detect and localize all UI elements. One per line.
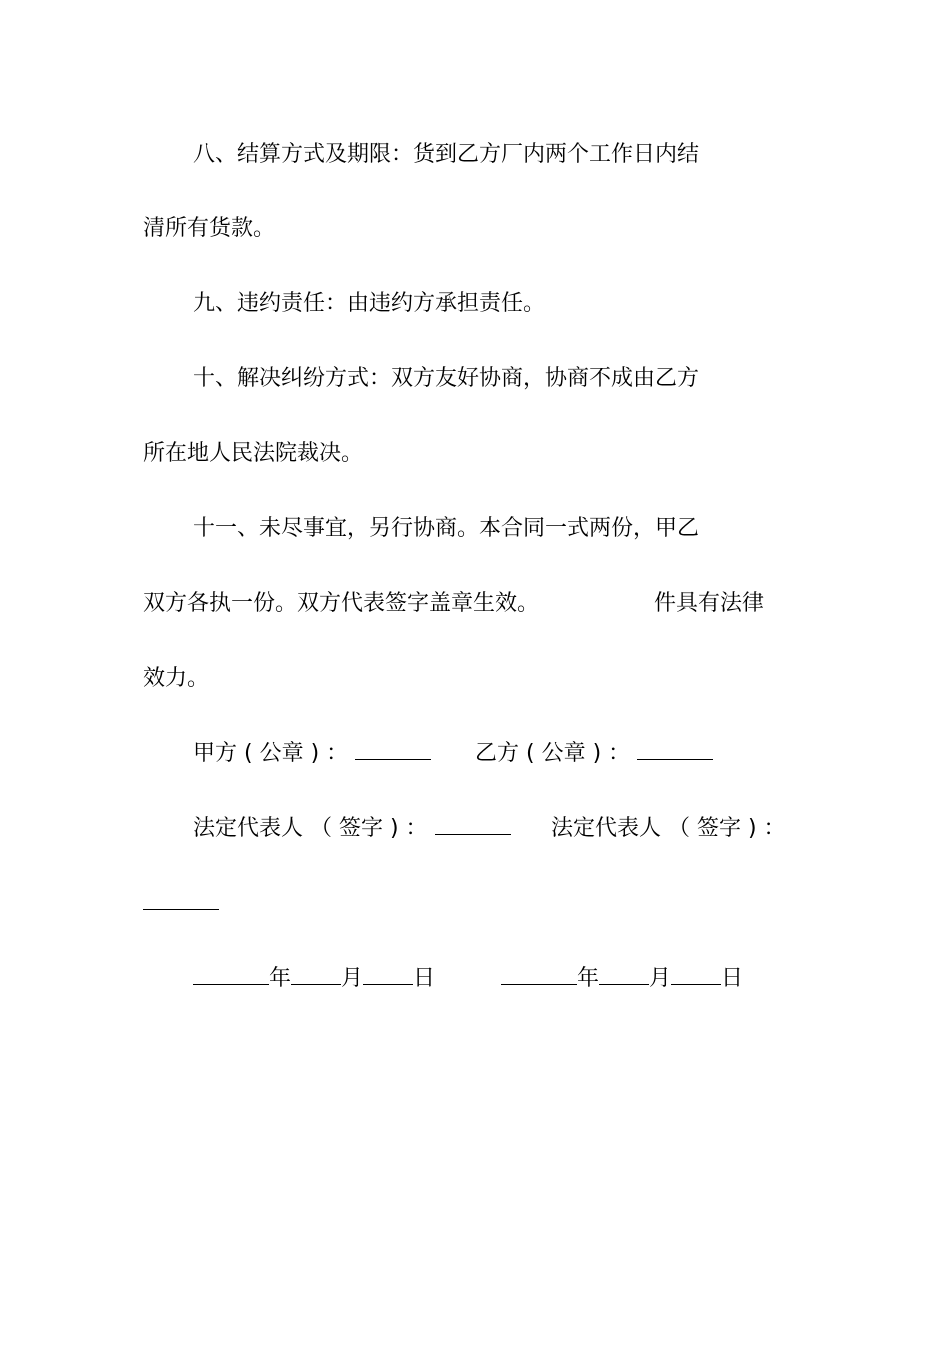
party-a-year-label: 年 [269, 966, 292, 991]
party-a-rep-blank [435, 814, 511, 835]
party-a-year-blank [193, 964, 269, 985]
party-b-day-blank [671, 964, 721, 985]
party-b-year-blank [501, 964, 577, 985]
party-b-year-label: 年 [577, 966, 600, 991]
party-b-month-label: 月 [649, 966, 672, 991]
clause-11-line-3: 效力。 [143, 666, 210, 691]
party-a-day-blank [363, 964, 413, 985]
clause-10-line-1: 十、解决纠纷方式：双方友好协商，协商不成由乙方 [193, 366, 700, 391]
party-a-month-label: 月 [341, 966, 364, 991]
party-b-rep-blank-line [143, 889, 219, 919]
clause-8-line-1: 八、结算方式及期限：货到乙方厂内两个工作日内结 [193, 142, 700, 167]
representative-row [193, 814, 793, 844]
party-b-seal [475, 739, 713, 769]
party-a-seal-label: 甲方 ( 公章 ) ： [193, 741, 349, 766]
party-b-rep-blank [143, 889, 219, 910]
clause-11-line-2-text: 双方各执一份。双方代表签字盖章生效。 [143, 591, 540, 616]
clause-11-line-2-tail: 件具有法律 [654, 591, 765, 616]
party-b-seal-label: 乙方 ( 公章 ) ： [475, 741, 631, 766]
clause-11-line-2 [143, 589, 783, 619]
party-a-seal-blank [355, 739, 431, 760]
party-b-seal-blank [637, 739, 713, 760]
clause-9: 九、违约责任：由违约方承担责任。 [193, 291, 546, 316]
seal-row [193, 739, 753, 769]
clause-11-line-1: 十一、未尽事宜，另行协商。本合同一式两份，甲乙 [193, 516, 700, 541]
party-b-rep-label: 法定代表人 （ 签字 ) ： [551, 816, 786, 841]
party-a-seal [193, 739, 431, 769]
date-row [193, 964, 793, 994]
party-b-day-label: 日 [721, 966, 744, 991]
party-a-day-label: 日 [413, 966, 436, 991]
party-a-date [193, 964, 435, 994]
party-a-rep-label: 法定代表人 （ 签字 ) ： [193, 816, 428, 841]
party-a-rep [193, 814, 511, 844]
party-a-month-blank [291, 964, 341, 985]
clause-10-line-2: 所在地人民法院裁决。 [143, 441, 364, 466]
party-b-month-blank [599, 964, 649, 985]
party-b-date [501, 964, 743, 994]
clause-8-line-2: 清所有货款。 [143, 216, 276, 241]
